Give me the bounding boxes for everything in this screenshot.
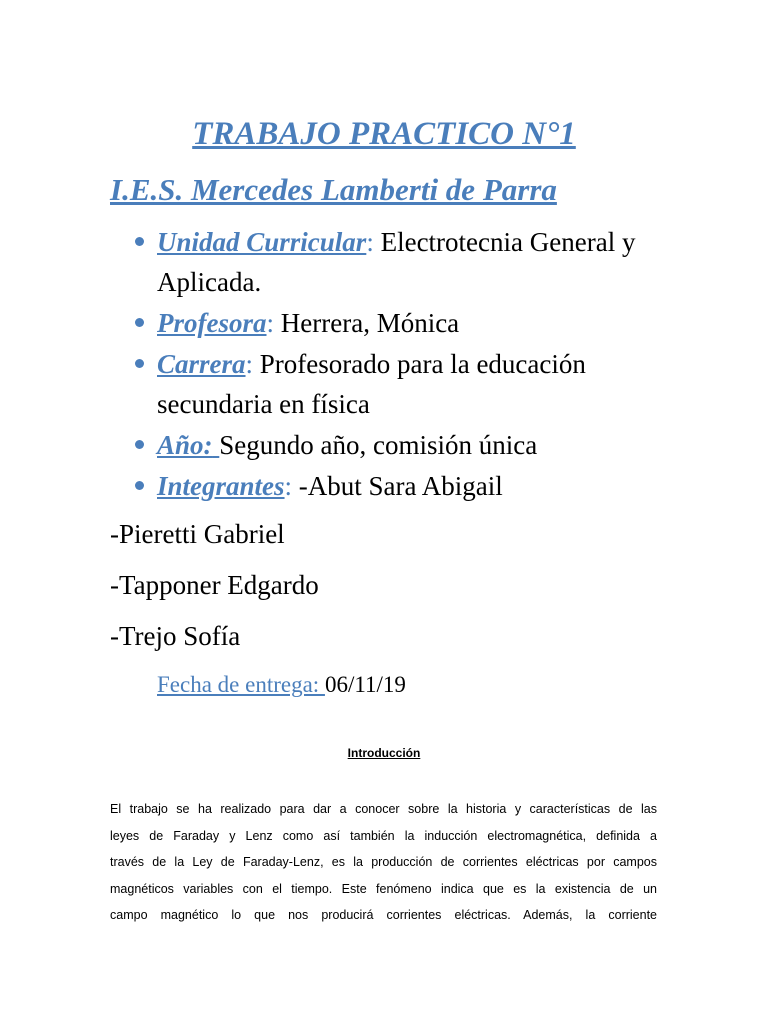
field-label: Integrantes [157,471,285,501]
field-value: Profesorado para la educación secundaria en física [157,349,586,419]
field-label: Año: [157,430,213,460]
field-separator: : [366,227,374,257]
due-date [157,669,406,701]
list-item-carrera [132,344,692,424]
paragraph-line: campo magnético lo que nos producirá corrientes eléctricas. Además, la corriente [110,908,657,922]
bullet-icon [135,481,144,490]
field-value: Segundo año, comisión única [219,430,538,460]
field-separator: : [245,349,254,379]
list-item-profesora [132,303,692,343]
field-label: Profesora [157,308,267,338]
intro-paragraph [110,796,657,929]
due-date-label: Fecha de entrega: [157,672,325,697]
field-separator: : [284,471,299,501]
institution-name: I.E.S. Mercedes Lamberti de Parra [110,172,557,207]
bullet-icon [135,237,144,246]
field-label: Unidad Curricular [157,227,367,257]
due-date-value: 06/11/19 [324,672,406,697]
bullet-icon [135,440,144,449]
field-label: Carrera [157,349,246,379]
list-item-unidad [132,222,692,302]
list-item-anio [132,425,692,465]
field-separator: : [266,308,275,338]
field-value: Herrera, Mónica [274,308,460,338]
field-value: Electrotecnia General y Aplicada. [157,227,636,297]
paragraph-line: magnéticos variables con el tiempo. Este fenómeno indica que es la existencia de un [110,881,657,896]
list-item-integrantes [132,466,692,506]
bullet-icon [135,359,144,368]
field-value: -Abut Sara Abigail [298,471,503,501]
paragraph-line: El trabajo se ha realizado para dar a conocer sobre la historia y características de las [110,802,657,816]
section-heading: Introducción [347,746,421,760]
details-list [132,222,692,507]
document-title: TRABAJO PRACTICO N°1 [192,116,576,152]
member-name: -Trejo Sofía [110,621,241,651]
paragraph-line: través de la Ley de Faraday-Lenz, es la producción de corrientes eléctricas por campos [110,855,657,869]
member-name: -Tapponer Edgardo [110,570,319,600]
bullet-icon [135,318,144,327]
paragraph-line: leyes de Faraday y Lenz como así también la inducción electromagnética, definida a [110,828,657,843]
member-name: -Pieretti Gabriel [110,519,285,549]
